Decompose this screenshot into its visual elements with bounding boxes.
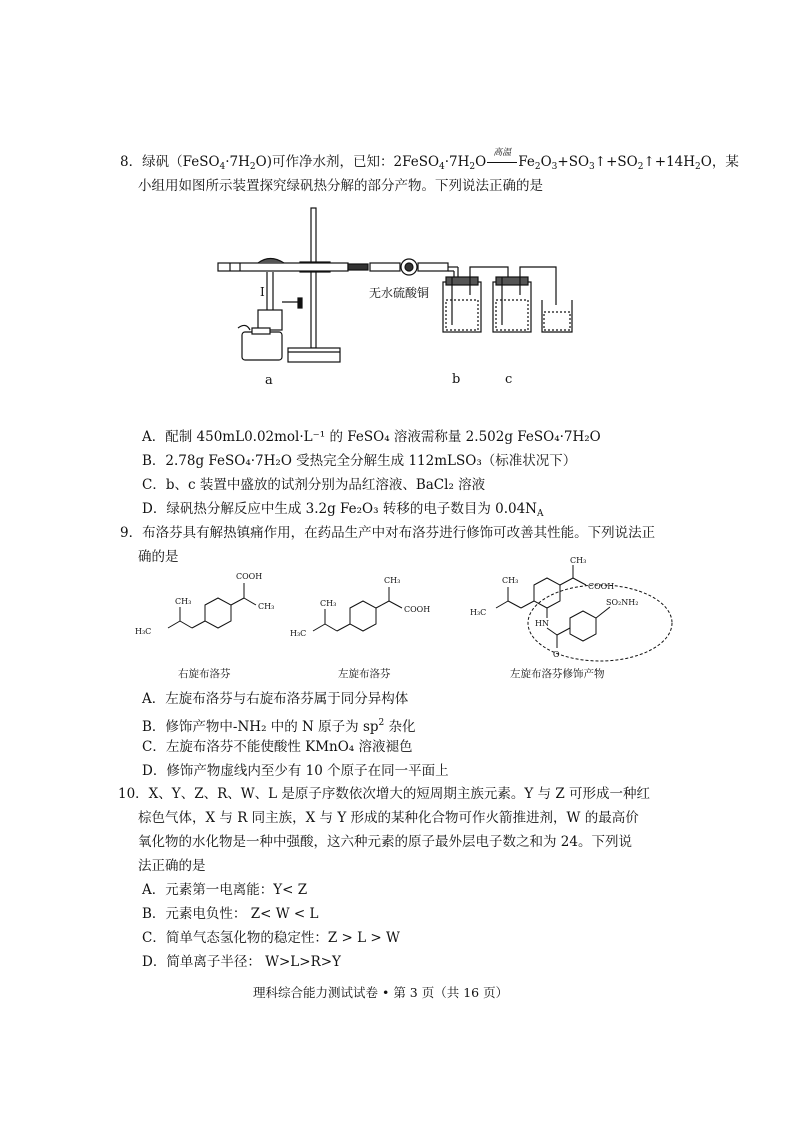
q10-option-c: C．简单气态氢化物的稳定性：Z > L > W — [142, 930, 400, 946]
caption-modified-product: 左旋布洛芬修饰产物 — [510, 668, 605, 680]
label-b: b — [452, 372, 461, 387]
q9-option-a: A．左旋布洛芬与右旋布洛芬属于同分异构体 — [142, 691, 409, 707]
s2-ch3: CH₃ — [384, 576, 401, 585]
s1-cooh: COOH — [236, 572, 263, 581]
s1-h3c: H₃C — [135, 627, 152, 636]
s2-cooh: COOH — [404, 605, 431, 614]
s1-ch3-b: CH₃ — [175, 597, 192, 606]
q8-option-c: C．b、c 装置中盛放的试剂分别为品红溶液、BaCl₂ 溶液 — [142, 477, 486, 493]
page-footer: 理科综合能力测试试卷 • 第 3 页（共 16 页） — [253, 985, 509, 1000]
s3-hn: HN — [535, 619, 549, 628]
caption-left-ibuprofen: 左旋布洛芬 — [338, 668, 391, 680]
label-a: a — [265, 373, 273, 388]
s2-ch3-b: CH₃ — [320, 599, 337, 608]
q10-stem-line2: 棕色气体，X 与 R 同主族，X 与 Y 形成的某种化合物可作火箭推进剂，W 的最高价 — [138, 810, 639, 826]
label-cuso4: 无水硫酸铜 — [369, 286, 430, 300]
q10-option-b: B．元素电负性： Z< W < L — [142, 906, 319, 922]
q9-stem-line2: 确的是 — [138, 549, 179, 565]
q8-option-d: D．绿矾热分解反应中生成 3.2g Fe₂O₃ 转移的电子数目为 $0.04N_A$ — [142, 501, 544, 519]
s3-so2nh2: SO₂NH₂ — [606, 598, 639, 607]
s3-ch3-b: CH₃ — [502, 576, 519, 585]
q8-option-a: A．配制 450mL0.02mol·L⁻¹ 的 FeSO₄ 溶液需称量 2.502g FeSO₄·7H₂O — [142, 429, 601, 445]
q8-stem-line2: 小组用如图所示装置探究绿矾热分解的部分产物。下列说法正确的是 — [138, 178, 543, 194]
s3-ch3: CH₃ — [570, 556, 587, 565]
q9-stem-line1: 9．布洛芬具有解热镇痛作用，在药品生产中对布洛芬进行修饰可改善其性能。下列说法正 — [120, 525, 656, 541]
q10-stem-line1: 10．X、Y、Z、R、W、L 是原子序数依次增大的短周期主族元素。Y 与 Z 可形成一种红 — [118, 786, 651, 802]
q10-stem-line4: 法正确的是 — [138, 858, 206, 874]
s2-h3c: H₃C — [290, 629, 307, 638]
label-I: I — [260, 285, 265, 299]
s3-cooh: COOH — [588, 582, 615, 591]
s3-h3c: H₃C — [470, 608, 487, 617]
q10-option-d: D．简单离子半径： W>L>R>Y — [142, 954, 341, 970]
reaction-condition: 高温 — [493, 148, 512, 158]
q8-stem-line1: 8．绿矾$(FeSO_4\cdot 7H_2O)$可作净水剂，已知：$2FeSO_4\cdot 7H_2O$ 高温 $Fe_2O_3+SO_3↑+SO_2↑+14H_2O$，某 — [120, 152, 739, 177]
s1-ch3: CH₃ — [258, 602, 275, 611]
q10-option-a: A．元素第一电离能：Y< Z — [142, 882, 308, 898]
caption-right-ibuprofen: 右旋布洛芬 — [178, 668, 231, 680]
label-c: c — [505, 372, 513, 387]
q10-stem-line3: 氧化物的水化物是一种中强酸，这六种元素的原子最外层电子数之和为 24。下列说 — [138, 834, 632, 850]
q8-option-b: B．2.78g FeSO₄·7H₂O 受热完全分解生成 112mLSO₃（标准状况下） — [142, 453, 577, 469]
s3-o: O — [553, 650, 560, 659]
q9-option-b: B．修饰产物中-NH₂ 中的 N 原子为 $sp^2$ 杂化 — [142, 718, 416, 735]
q9-option-d: D．修饰产物虚线内至少有 10 个原子在同一平面上 — [142, 763, 449, 779]
q9-option-c: C．左旋布洛芬不能使酸性 KMnO₄ 溶液褪色 — [142, 739, 413, 755]
